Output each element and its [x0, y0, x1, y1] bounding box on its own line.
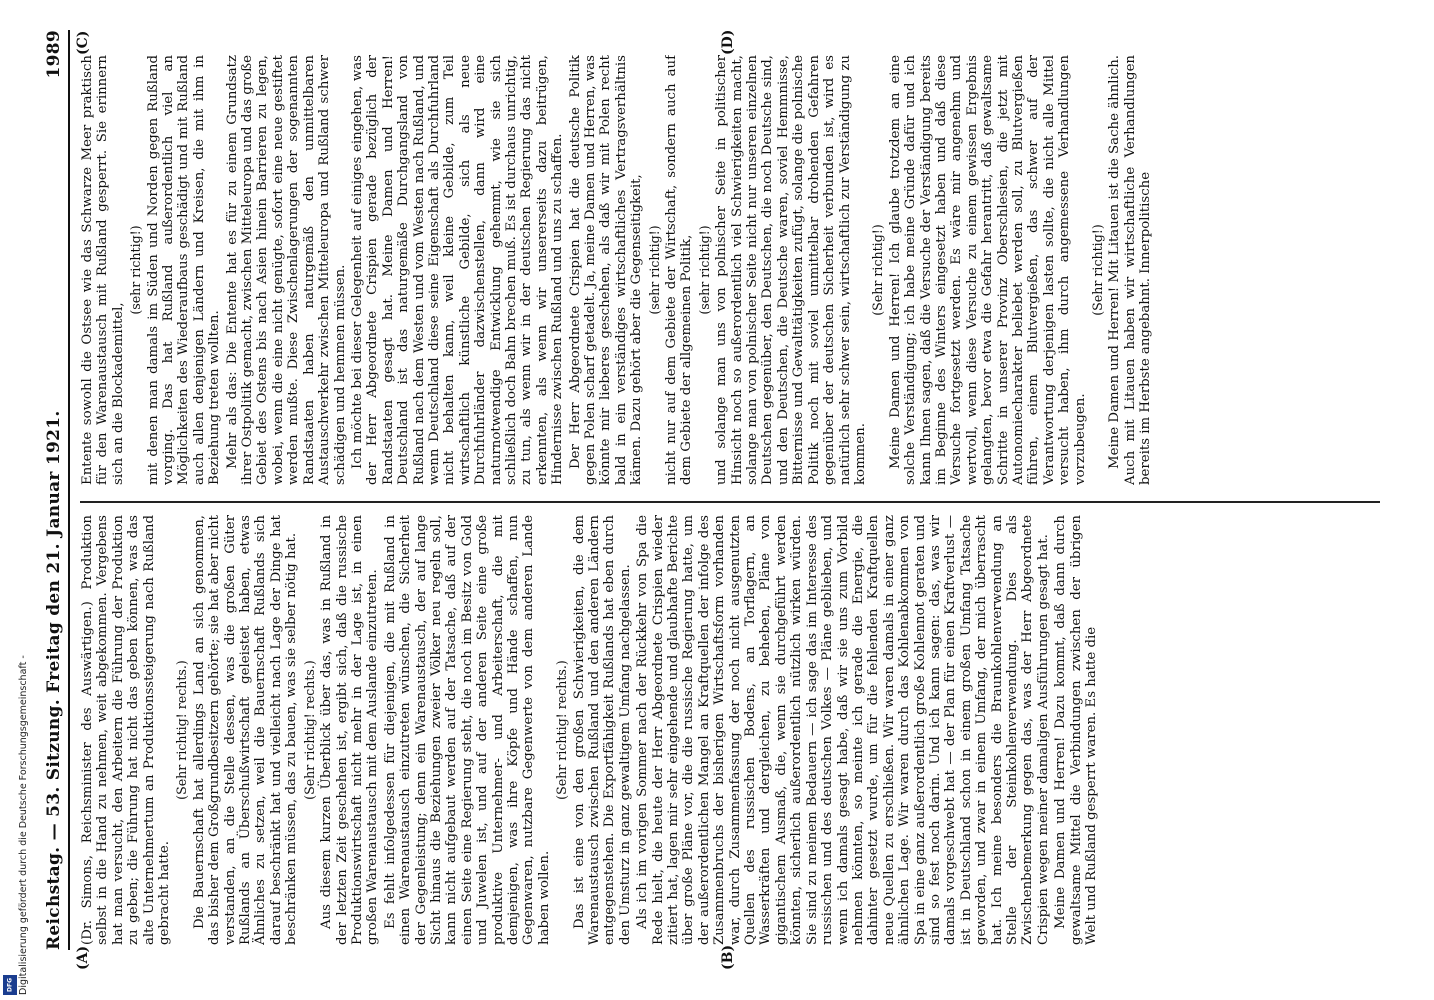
- margin-marker-c: (C): [75, 30, 91, 55]
- document-page: [20, 0, 1405, 1000]
- paragraph: Das ist eine von den großen Schwierigkeiten, die dem Warenaustausch zwischen Rußland und den anderen Ländern entgegenstehen. Die Exportfähigkeit Rußlands hat eben durch den Umsturz in ganz gewaltigem Umfang nachgelassen.: [571, 515, 633, 945]
- interjection: (Sehr richtig!): [1090, 224, 1105, 316]
- interjection: (sehr richtig!): [128, 225, 144, 315]
- paragraph: Ich möchte bei dieser Gelegenheit auf einiges eingehen, was der Herr Abgeordnete Crispien gerade bezüglich der Randstaaten gesagt hat. Meine Damen und Herren! Deutschland ist das naturgemäße Durchgangsland von Rußland nach dem Westen und vom Westen nach Rußland, und wenn Deutschland diese seine Eigenschaft als Durchfuhrland nicht behalten kann, weil kleine Gebilde, zum Teil wirtschaftlich künstliche Gebilde, sich als neue Durchfuhrländer dazwischenstellen, dann wird eine naturnotwendige Entwicklung gehemmt, wie sie sich schließlich doch Bahn brechen muß. Es ist durchaus unrichtig, zu tun, als wenn wir in der deutschen Regierung das nicht erkennten, als wenn wir unsererseits dazu beitrügen, Hindernisse zwischen Rußland und uns zu schaffen.: [349, 55, 566, 485]
- paragraph: Der Herr Abgeordnete Crispien hat die deutsche Politik gegen Polen scharf getadelt. Ja, meine Damen und Herren, was könnte mir lieberes geschehen, als daß wir mit Polen recht bald in ein verständiges wirtschaftliches Vertragsverhältnis kämen. Dazu gehört aber die Gegenseitigkeit,: [567, 55, 645, 485]
- margin-marker-a: (A): [75, 945, 91, 970]
- interjection: (Sehr richtig! rechts.): [301, 660, 317, 800]
- margin-marker-b: (B): [720, 944, 736, 970]
- header-rule: [68, 30, 70, 950]
- header-title: Reichstag. — 53. Sitzung. Freitag den 21. Januar 1921.: [44, 410, 64, 950]
- paragraph: Meine Damen und Herren! Mit Litauen ist die Sache ähnlich. Auch mit Litauen haben wir wirtschaftliche Verhandlungen bereits im Herbste angebahnt. Innerpolitische: [1107, 55, 1154, 485]
- interjection: (Sehr richtig!): [870, 224, 886, 316]
- paragraph: Meine Damen und Herren! Dazu kommt, daß dann durch gewaltsame Mittel die Verbindungen zwischen der übrigen Welt und Rußland gesperrt waren. Es hatte die: [1053, 515, 1099, 945]
- paragraph: Meine Damen und Herren! Ich glaube trotzdem an eine solche Verständigung; ich habe meine Gründe dafür und ich kann Ihnen sagen, daß die Versuche der Verständigung bereits im Beginne des Winters eingesetzt haben und daß diese Versuche fortgesetzt werden. Es wäre mir angenehm und wertvoll, wenn diese Versuche zu einem gewissen Ergebnis gelangten, bevor etwa die Gefahr herantritt, daß gewaltsame Schritte in unserer Provinz Oberschlesien, die jetzt mit Autonomiecharakter beliebet werden soll, zu Blutvergießen führen, einem Blutvergießen, das schwer auf der Verantwortung derjenigen lasten sollte, die nicht alle Mittel versucht haben, ihm durch angemessene Verhandlungen vorzubeugen.: [887, 55, 1088, 485]
- paragraph: Mehr als das: Die Entente hat es für zu einem Grundsatz ihrer Ostpolitik gemacht, zwischen Mitteleuropa und das große Gebiet des Ostens bis nach Asien hinein Barrieren zu legen, wobei, wenn die eine nicht genügte, sofort eine neue gestiftet werden mußte. Diese Zwischenlagerungen der sogenannten Randstaaten haben naturgemäß den unmittelbaren Austauschverkehr zwischen Mitteleuropa und Rußland schwer schädigen und hemmen müssen.: [224, 55, 348, 485]
- interjection: (sehr richtig!): [696, 225, 712, 315]
- digitization-credit: [4, 600, 29, 995]
- paragraph: Als ich im vorigen Sommer nach der Rückkehr von Spa die Rede hielt, die heute der Herr Abgeordnete Crispien wieder zitiert hat, lagen mir sehr eingehende und glaubhafte Berichte über große Pläne vor, die die russische Regierung hatte, um der außerordentlichen Mangel an Kraftquellen der infolge des Zusammenbruchs der bisherigen Wirtschaftsform vorhanden war, durch Zusammenfassung der noch nicht ausgenutzten Quellen des russischen Bodens, an Torflagern, an Wasserkräften und dergleichen, zu beheben, Pläne von gigantischem Ausmaß, die, wenn sie durchgeführt werden könnten, sicherlich außerordentlich nützlich wirken würden. Sie sind zu meinem Bedauern — ich sage das im Interesse des russischen und des deutschen Volkes — Pläne geblieben, und wenn ich damals gesagt habe, daß wir sie uns zum Vorbild nehmen könnten, so meinte ich gerade die Energie, die dahinter gesetzt wurde, um für die fehlenden Kraftquellen neue Quellen zu erschließen. Wir waren damals in einer ganz ähnlichen Lage. Wir waren durch das Kohlenabkommen von Spa in eine ganz außerordentlich große Kohlennot geraten und sind so fest noch darin. Und ich kann sagen: das, was wir damals vorgeschwebt hat — der Plan für einen Kraftverlust — ist in Deutschland schon in einem großen Umfang Tatsache geworden, und zwar in einem Umfang, der mich überrascht hat. Ich meine besonders die Braunkohlenverwendung an Stelle der Steinkohlenverwendung. Dies als Zwischenbemerkung gegen das, was der Herr Abgeordnete Crispien wegen meiner damaligen Ausführungen gesagt hat.: [635, 515, 1051, 945]
- paragraph: nicht nur auf dem Gebiete der Wirtschaft, sondern auch auf dem Gebiete der allgemeinen Politik,: [664, 55, 695, 485]
- column-divider: [80, 502, 1380, 504]
- page-number: 1989: [44, 30, 64, 79]
- margin-marker-d: (D): [720, 29, 736, 55]
- paragraph: und solange man uns von polnischer Seite in politischer Hinsicht noch so außerordentlich viel Schwierigkeiten macht, solange man von polnischer Seite nicht nur unseren einzelnen Deutschen gegenüber, den Deutschen, die noch Deutsche sind, und den Deutschen, die Deutsche waren, soviel Hemmnisse, Bitternisse und Gewalttätigkeiten zufügt, solange die polnische Politik noch mit soviel unmittelbar drohenden Gefahren gegenüber der deutschen Sicherheit verbunden ist, wird es natürlich sehr schwer sein, wirtschaftlich zur Verständigung zu kommen.: [714, 55, 868, 485]
- paragraph: mit denen man damals im Süden und Norden gegen Rußland vorging. Das hat Rußland außerordentlich viel an Möglichkeiten des Wiederaufbaus geschädigt und mit Rußland auch allen denjenigen Ländern und Kreisen, die mit ihm in Beziehung treten wollten.: [145, 55, 223, 485]
- interjection: (Sehr richtig! rechts.): [554, 660, 570, 800]
- interjection: (sehr richtig!): [646, 225, 662, 315]
- right-text-column: [80, 55, 1385, 485]
- credit-text: Digitalisierung gefördert durch die Deutsche Forschungsgemeinschaft -: [18, 655, 29, 995]
- left-text-column: [80, 515, 1385, 945]
- dfg-logo: DFG: [3, 975, 17, 995]
- interjection: (Sehr richtig! rechts.): [174, 660, 190, 800]
- paragraph: Aus diesem kurzen Überblick über das, was in Rußland in der letzten Zeit geschehen ist, ergibt sich, daß die russische Produktionswirtschaft nicht mehr in der Lage ist, in einen großen Warenaustausch mit dem Auslande einzutreten.: [319, 515, 381, 945]
- paragraph: Es fehlt infolgedessen für diejenigen, die mit Rußland in einen Warenaustausch einzutreten wünschen, die Sicherheit der Gegenleistung; denn ein Warenaustausch, der auf lange Sicht hinaus die Beziehungen zweier Völker neu regeln soll, kann nicht aufgebaut werden auf der Tatsache, daß auf der einen Seite eine Regierung steht, die noch im Besitz von Gold und Juwelen ist, und auf der anderen Seite eine große produktive Unternehmer- und Arbeiterschaft, die mit demjenigen, was ihre Köpfe und Hände schaffen, nun Gegenwaren, nutzbare Gegenwerte von dem anderen Lande haben wollen.: [382, 515, 552, 945]
- paragraph: Die Bauernschaft hat allerdings Land an sich genommen, das bisher dem Großgrundbesitzern gehörte; sie hat aber nicht verstanden, an die Stelle dessen, was die großen Güter Rußlands an Überschußwirtschaft geleistet haben, etwas Ähnliches zu setzen, weil die Bauernschaft Rußlands sich darauf beschränkt hat und vielleicht nach Lage der Dinge hat beschränken müssen, das zu bauen, was sie selber nötig hat.: [191, 515, 300, 945]
- page-header: [34, 30, 64, 950]
- paragraph: (Dr. Simons, Reichsminister des Auswärtigen.) Produktion selbst in die Hand zu nehmen, weit abgekommen. Vergebens hat man versucht, den Arbeitern die Führung der Produktion zu geben; die Führung hat nicht das geben können, was das alte Unternehmertum an Produktionssteigerung nach Rußland gebracht hatte.: [80, 515, 173, 945]
- paragraph: Entente sowohl die Ostsee wie das Schwarze Meer praktisch für den Warenaustausch mit Rußland gesperrt. Sie erinnern sich an die Blockademittel,: [80, 55, 126, 485]
